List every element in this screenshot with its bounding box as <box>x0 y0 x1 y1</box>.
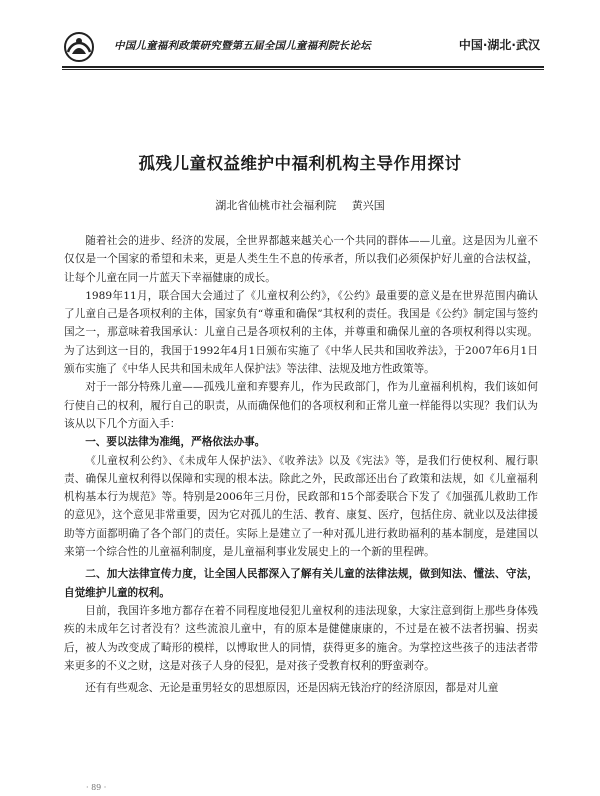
conference-location: 中国·湖北·武汉 <box>458 38 540 52</box>
article-body <box>64 232 538 697</box>
conference-name: 中国儿童福利政策研究暨第五届全国儿童福利院长论坛 <box>114 40 371 52</box>
paragraph-laws: 《儿童权利公约》、《未成年人保护法》、《收养法》以及《宪法》等，是我们行使权利、履行职责、确保儿童权利得以保障和实现的根本法。除此之外，民政部还出台了政策和法规，如《儿童福利机构基本行为规范》等。特别是2006年三月份，民政部和15个部委联合下发了《加强孤儿救助工作的意见》，这个意见非常重要，因为它对孤儿的生活、教育、康复、医疗，包括住房、就业以及法律援助等方面都明确了各个部门的责任。实际上是建立了一种对孤儿进行救助福利的基本制度，是建国以来第一个综合性的儿童福利制度，是儿童福利事业发展史上的一个新的里程碑。 <box>64 454 538 559</box>
forum-logo-icon <box>62 30 96 64</box>
section-heading-2: 二、加大法律宣传力度，让全国人民都深入了解有关儿童的法律法规，做到知法、懂法、守法，自觉维护儿童的权利。 <box>64 568 538 599</box>
page-header <box>62 30 542 58</box>
page-footer-mark: · 89 · <box>86 783 107 792</box>
paragraph-concepts: 还有有些观念、无论是重男轻女的思想原因，还是因病无钱治疗的经济原因，都是对儿童 <box>85 682 499 695</box>
article-title: 孤残儿童权益维护中福利机构主导作用探讨 <box>138 154 462 173</box>
author-line <box>0 197 600 213</box>
paragraph-intro: 随着社会的进步、经济的发展，全世界都越来越关心一个共同的群体——儿童。这是因为儿童不仅仅是一个国家的希望和未来，更是人类生生不息的传承者，所以我们必须保护好儿童的合法权益，让每个儿童在同一片蓝天下幸福健康的成长。 <box>64 235 538 284</box>
paragraph-violations: 目前，我国许多地方都存在着不同程度地侵犯儿童权利的违法现象，大家注意到街上那些身体残疾的未成年乞讨者没有？这些流浪儿童中，有的原本是健健康康的，不过是在被不法者拐骗、拐卖后，被人为改变成了畸形的模样，以博取世人的同情，获得更多的施舍。为掌控这些孩子的违法者带来更多的不义之财，这是对孩子人身的侵犯，是对孩子受教育权利的野蛮剥夺。 <box>64 604 538 672</box>
paragraph-special-children: 对于一部分特殊儿童——孤残儿童和弃婴弃儿，作为民政部门，作为儿童福利机构，我们该如何行使自己的权利，履行自己的职责，从而确保他们的各项权利和正常儿童一样能得以实现？我们认为该从以下几个方面入手： <box>64 381 538 430</box>
section-heading-1: 一、要以法律为准绳，严格依法办事。 <box>85 436 266 449</box>
author-affiliation: 湖北省仙桃市社会福利院 <box>215 199 337 212</box>
author-name: 黄兴国 <box>351 199 385 212</box>
header-divider <box>62 66 544 70</box>
paragraph-convention: 1989年11月，联合国大会通过了《儿童权利公约》，《公约》最重要的意义是在世界范围内确认了儿童自己是各项权利的主体，国家负有“尊重和确保”其权利的责任。我国是《公约》制定国与签约国之一，那意味着我国承认：儿童自己是各项权利的主体，并尊重和确保儿童的各项权利得以实现。为了达到这一目的，我国于1992年4月1日颁布实施了《中华人民共和国收养法》，于2007年6月1日颁布实施了《中华人民共和国未成年人保护法》等法律、法规及地方性政策等。 <box>64 289 538 376</box>
